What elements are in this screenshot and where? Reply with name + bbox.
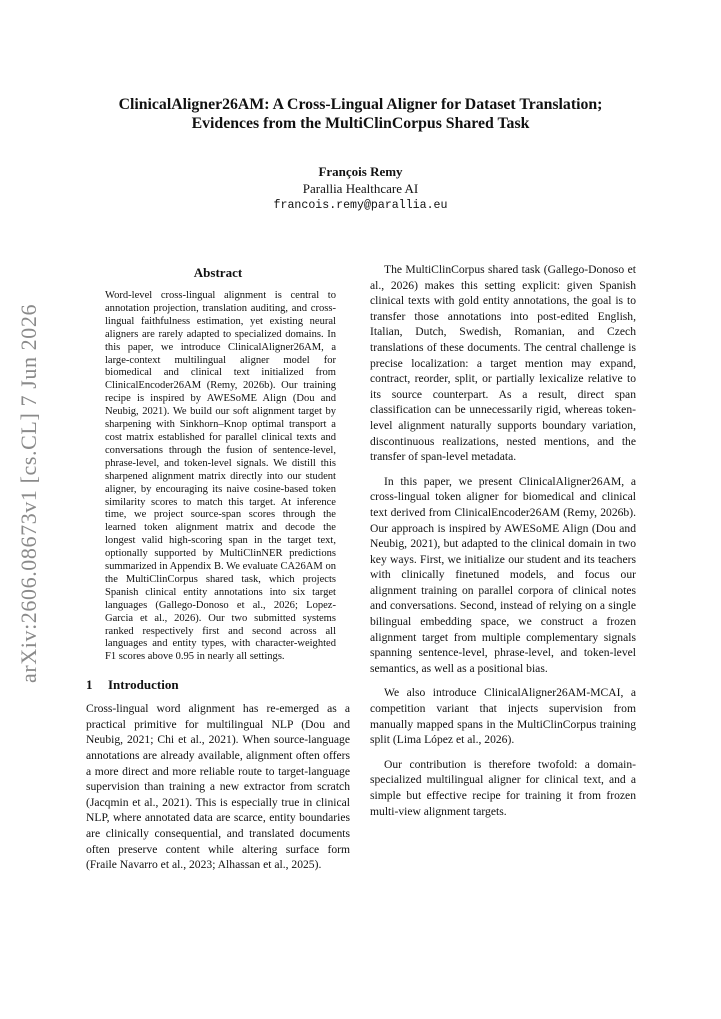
title-line-1: ClinicalAligner26AM: A Cross-Lingual Aligner for Dataset Translation; <box>118 96 603 113</box>
author-email[interactable]: francois.remy@parallia.eu <box>273 199 448 212</box>
arxiv-side-stamp: arXiv:2606.08673v1 [cs.CL] 7 Jun 2026 <box>16 303 41 683</box>
intro-paragraph-5: Our contribution is therefore twofold: a domain-specialized multilingual aligner for clinical text, and a simple but effective recipe for training it from frozen multi-view alignment targets. <box>370 757 636 818</box>
title-line-2: Evidences from the MultiClinCorpus Shared Task <box>191 115 530 132</box>
author-name: François Remy <box>318 164 403 179</box>
intro-paragraph-3: In this paper, we present ClinicalAligner26AM, a cross-lingual token aligner for biomedical and clinical text derived from ClinicalEncoder26AM (Remy, 2026b). Our approach is inspired by AWESoME Align (Dou and Neubig, 2021), but adapted to the clinical domain in two key ways. First, we initialize our student and its teachers with clinically finetuned models, and focus our alignment training on parallel corpora of clinical notes and conversations. Second, instead of relying on a single bilingual embedding space, we construct a frozen alignment target from multiple complementary signals spanning sentence-level, phrase-level, and token-level semantics, as well as a positional bias. <box>370 474 636 675</box>
section-heading-introduction <box>86 677 350 693</box>
abstract-text: Word-level cross-lingual alignment is central to annotation projection, translation auditing, and cross-lingual faithfulness estimation, yet existing neural aligners are rarely adapted to specialized domains. In this paper, we introduce ClinicalAligner26AM, a large-context multilingual aligner model for biomedical and clinical text initialized from ClinicalEncoder26AM (Remy, 2026b). Our training recipe is inspired by AWESoME Align (Dou and Neubig, 2021). We build our soft alignment target by sharpening with Sinkhorn–Knop optimal transport a cost matrix established for parallel clinical texts and conversations through the fusion of sentence-level, phrase-level, and token-level signals. We distill this sharpened alignment matrix directly into our student aligner, by encouraging its naive cosine-based token similarity scores to match this target. At inference time, we project source-span scores through the learned token alignment matrix and decode the longest valid high-scoring span in the target text, optionally supported by MultiClinNER predictions summarized in Appendix B. We evaluate CA26AM on the MultiClinCorpus shared task, which projects Spanish clinical entity annotations into six target languages (Gallego-Donoso et al., 2026; Lopez-Garcia et al., 2026). Our two submitted systems ranked respectively first and second across all languages and entity types, with character-weighted F1 scores above 0.95 in nearly all settings. <box>105 290 336 663</box>
author-block <box>60 163 661 214</box>
left-column <box>86 262 350 873</box>
intro-paragraph-2: The MultiClinCorpus shared task (Gallego-Donoso et al., 2026) makes this setting explicit: given Spanish clinical texts with gold entity annotations, the goal is to transfer those annotations into post-edited English, Italian, Dutch, Swedish, Romanian, and Czech translations of these documents. The central challenge is precise localization: a target mention may expand, contract, reorder, split, or partially lexicalize relative to its source counterpart. As a result, direct span classification can be unnecessarily rigid, whereas token-level alignment naturally supports boundary variation, discontinuous realizations, nested mentions, and the transfer of span-level metadata. <box>370 263 636 464</box>
paper-title <box>60 95 661 133</box>
section-number: 1 <box>86 677 93 693</box>
intro-paragraph-4: We also introduce ClinicalAligner26AM-MCAI, a competition variant that injects supervision from manually mapped spans in the MultiClinCorpus training split (Lima López et al., 2026). <box>370 686 636 747</box>
abstract-heading: Abstract <box>193 265 243 280</box>
author-affiliation: Parallia Healthcare AI <box>302 181 419 196</box>
section-title: Introduction <box>108 677 179 693</box>
right-column <box>370 262 636 819</box>
intro-paragraph-1: Cross-lingual word alignment has re-emerged as a practical primitive for multilingual NLP (Dou and Neubig, 2021; Chi et al., 2021). When source-language annotations are already available, alignment often offers a more direct and more reliable route to target-language supervision than training a new extractor from scratch (Jacqmin et al., 2021). This is especially true in clinical NLP, where annotated data are scarce, entity boundaries are clinically consequential, and translated documents often preserve content while altering surface form (Fraile Navarro et al., 2023; Alhassan et al., 2025). <box>86 702 350 872</box>
